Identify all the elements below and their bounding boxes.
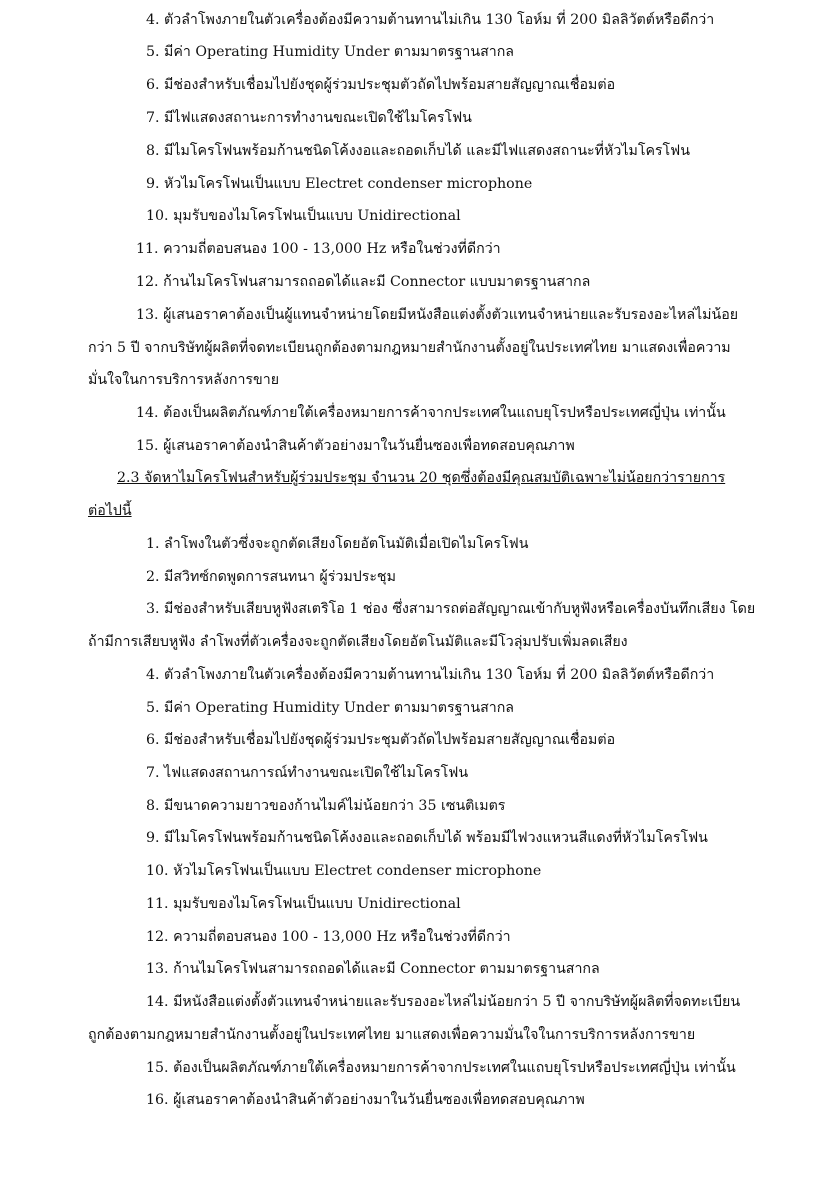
section-heading-line2: ต่อไปนี้ [88, 503, 132, 519]
spec-item-a11: 11. ความถี่ตอบสนอง 100 - 13,000 Hz หรือในช่วงที่ดีกว่า [136, 241, 501, 257]
spec-item-b3-line1: 3. มีช่องสำหรับเสียบหูฟังสเตริโอ 1 ช่อง ซึ่งสามารถต่อสัญญาณเข้ากับหูฟังหรือเครื่องบันทึกเสียง โดย [146, 601, 756, 617]
spec-item-a7: 7. มีไฟแสดงสถานะการทำงานขณะเปิดใช้ไมโครโฟน [146, 110, 472, 126]
spec-item-b12: 12. ความถี่ตอบสนอง 100 - 13,000 Hz หรือในช่วงที่ดีกว่า [146, 929, 511, 945]
spec-item-a13-line2: กว่า 5 ปี จากบริษัทผู้ผลิตที่จดทะเบียนถูกต้องตามกฎหมายสำนักงานตั้งอยู่ในประเทศไทย มาแสดงเพื่อความ [88, 340, 731, 356]
spec-item-b4: 4. ตัวลำโพงภายในตัวเครื่องต้องมีความต้านทานไม่เกิน 130 โอห์ม ที่ 200 มิลลิวัตต์หรือดีกว่า [146, 667, 715, 683]
spec-item-a10: 10. มุมรับของไมโครโฟนเป็นแบบ Unidirectional [146, 208, 461, 224]
section-heading-line1: 2.3 จัดหาไมโครโฟนสำหรับผู้ร่วมประชุม จำนวน 20 ชุดซึ่งต้องมีคุณสมบัติเฉพาะไม่น้อยกว่ารายการ [117, 470, 726, 486]
spec-item-b9: 9. มีไมโครโฟนพร้อมก้านชนิดโค้งงอและถอดเก็บได้ พร้อมมีไฟวงแหวนสีแดงที่หัวไมโครโฟน [146, 830, 708, 846]
spec-item-a6: 6. มีช่องสำหรับเชื่อมไปยังชุดผู้ร่วมประชุมตัวถัดไปพร้อมสายสัญญาณเชื่อมต่อ [146, 77, 616, 93]
spec-item-b1: 1. ลำโพงในตัวซึ่งจะถูกตัดเสียงโดยอัตโนมัติเมื่อเปิดไมโครโฟน [146, 536, 529, 552]
spec-item-b16: 16. ผู้เสนอราคาต้องนำสินค้าตัวอย่างมาในวันยื่นซองเพื่อทดสอบคุณภาพ [146, 1092, 585, 1108]
spec-item-a4: 4. ตัวลำโพงภายในตัวเครื่องต้องมีความต้านทานไม่เกิน 130 โอห์ม ที่ 200 มิลลิวัตต์หรือดีกว่า [146, 12, 715, 28]
spec-item-b13: 13. ก้านไมโครโฟนสามารถถอดได้และมี Connector ตามมาตรฐานสากล [146, 961, 600, 977]
spec-item-a13-line3: มั่นใจในการบริการหลังการขาย [88, 372, 280, 388]
spec-item-b10: 10. หัวไมโครโฟนเป็นแบบ Electret condenser microphone [146, 863, 542, 879]
spec-item-b7: 7. ไฟแสดงสถานการณ์ทำงานขณะเปิดใช้ไมโครโฟน [146, 765, 469, 781]
spec-item-b2: 2. มีสวิทซ์กดพูดการสนทนา ผู้ร่วมประชุม [146, 569, 396, 585]
spec-item-a14: 14. ต้องเป็นผลิตภัณฑ์ภายใต้เครื่องหมายการค้าจากประเทศในแถบยุโรปหรือประเทศญี่ปุ่น เท่านั้น [136, 405, 726, 421]
spec-item-b5: 5. มีค่า Operating Humidity Under ตามมาตรฐานสากล [146, 700, 514, 716]
spec-item-a13-line1: 13. ผู้เสนอราคาต้องเป็นผู้แทนจำหน่ายโดยมีหนังสือแต่งตั้งตัวแทนจำหน่ายและรับรองอะไหล่ไม่น้อย [136, 307, 739, 323]
spec-item-b11: 11. มุมรับของไมโครโฟนเป็นแบบ Unidirectional [146, 896, 461, 912]
spec-item-b14-line1: 14. มีหนังสือแต่งตั้งตัวแทนจำหน่ายและรับรองอะไหล่ไม่น้อยกว่า 5 ปี จากบริษัทผู้ผลิตที่จดทะเบียน [146, 994, 741, 1010]
spec-item-a15: 15. ผู้เสนอราคาต้องนำสินค้าตัวอย่างมาในวันยื่นซองเพื่อทดสอบคุณภาพ [136, 438, 575, 454]
spec-item-a12: 12. ก้านไมโครโฟนสามารถถอดได้และมี Connector แบบมาตรฐานสากล [136, 274, 591, 290]
spec-item-b8: 8. มีขนาดความยาวของก้านไมค์ไม่น้อยกว่า 35 เซนติเมตร [146, 798, 506, 814]
spec-item-b15: 15. ต้องเป็นผลิตภัณฑ์ภายใต้เครื่องหมายการค้าจากประเทศในแถบยุโรปหรือประเทศญี่ปุ่น เท่านั้น [146, 1060, 736, 1076]
spec-item-b3-line2: ถ้ามีการเสียบหูฟัง ลำโพงที่ตัวเครื่องจะถูกตัดเสียงโดยอัตโนมัติและมีโวลุ่มปรับเพิ่มลดเสียง [88, 634, 628, 650]
spec-item-b6: 6. มีช่องสำหรับเชื่อมไปยังชุดผู้ร่วมประชุมตัวถัดไปพร้อมสายสัญญาณเชื่อมต่อ [146, 732, 616, 748]
spec-item-b14-line2: ถูกต้องตามกฎหมายสำนักงานตั้งอยู่ในประเทศไทย มาแสดงเพื่อความมั่นใจในการบริการหลังการขาย [88, 1027, 696, 1043]
spec-item-a8: 8. มีไมโครโฟนพร้อมก้านชนิดโค้งงอและถอดเก็บได้ และมีไฟแสดงสถานะที่หัวไมโครโฟน [146, 143, 690, 159]
spec-item-a9: 9. หัวไมโครโฟนเป็นแบบ Electret condenser microphone [146, 176, 533, 192]
spec-item-a5: 5. มีค่า Operating Humidity Under ตามมาตรฐานสากล [146, 44, 514, 60]
